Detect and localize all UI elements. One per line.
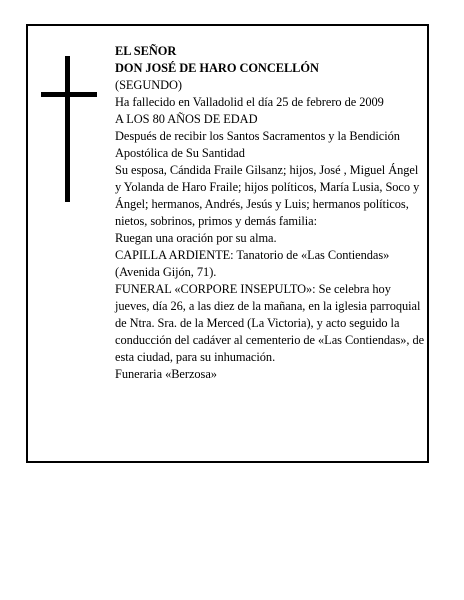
- obituary-notice: [26, 24, 429, 463]
- funeral-info: FUNERAL «CORPORE INSEPULTO»: Se celebra hoy jueves, día 26, a las diez de la mañana, en la iglesia parroquial de Ntra. Sra. de la Merced (La Victoria), y acto seguido la conducción del cadáver al cementerio de «Las Contiendas», de esta ciudad, para su inhumación.: [115, 282, 425, 364]
- cross-horizontal-bar: [41, 92, 97, 97]
- age-statement: A LOS 80 AÑOS DE EDAD: [115, 112, 258, 126]
- prayer-request: Ruegan una oración por su alma.: [115, 231, 277, 245]
- name-suffix: (SEGUNDO): [115, 78, 183, 92]
- notice-title: EL SEÑOR: [115, 44, 177, 58]
- funeral-home: Funeraria «Berzosa»: [115, 367, 217, 381]
- family-list: Su esposa, Cándida Fraile Gilsanz; hijos, José , Miguel Ángel y Yolanda de Haro Fraile; hijos políticos, María Lusia, Soco y Ángel; hermanos, Andrés, Jesús y Luis; hermanos políticos, nietos, sobrinos, primos y demás familia:: [115, 163, 420, 228]
- deceased-name: DON JOSÉ DE HARO CONCELLÓN: [115, 61, 319, 75]
- chapel-info: CAPILLA ARDIENTE: Tanatorio de «Las Contiendas» (Avenida Gijón, 71).: [115, 248, 390, 279]
- cross-vertical-bar: [65, 56, 70, 202]
- cross-icon: [41, 56, 97, 202]
- sacraments-statement: Después de recibir los Santos Sacramentos y la Bendición Apostólica de Su Santidad: [115, 129, 400, 160]
- notice-text: [115, 43, 425, 383]
- death-statement: Ha fallecido en Valladolid el día 25 de febrero de 2009: [115, 95, 384, 109]
